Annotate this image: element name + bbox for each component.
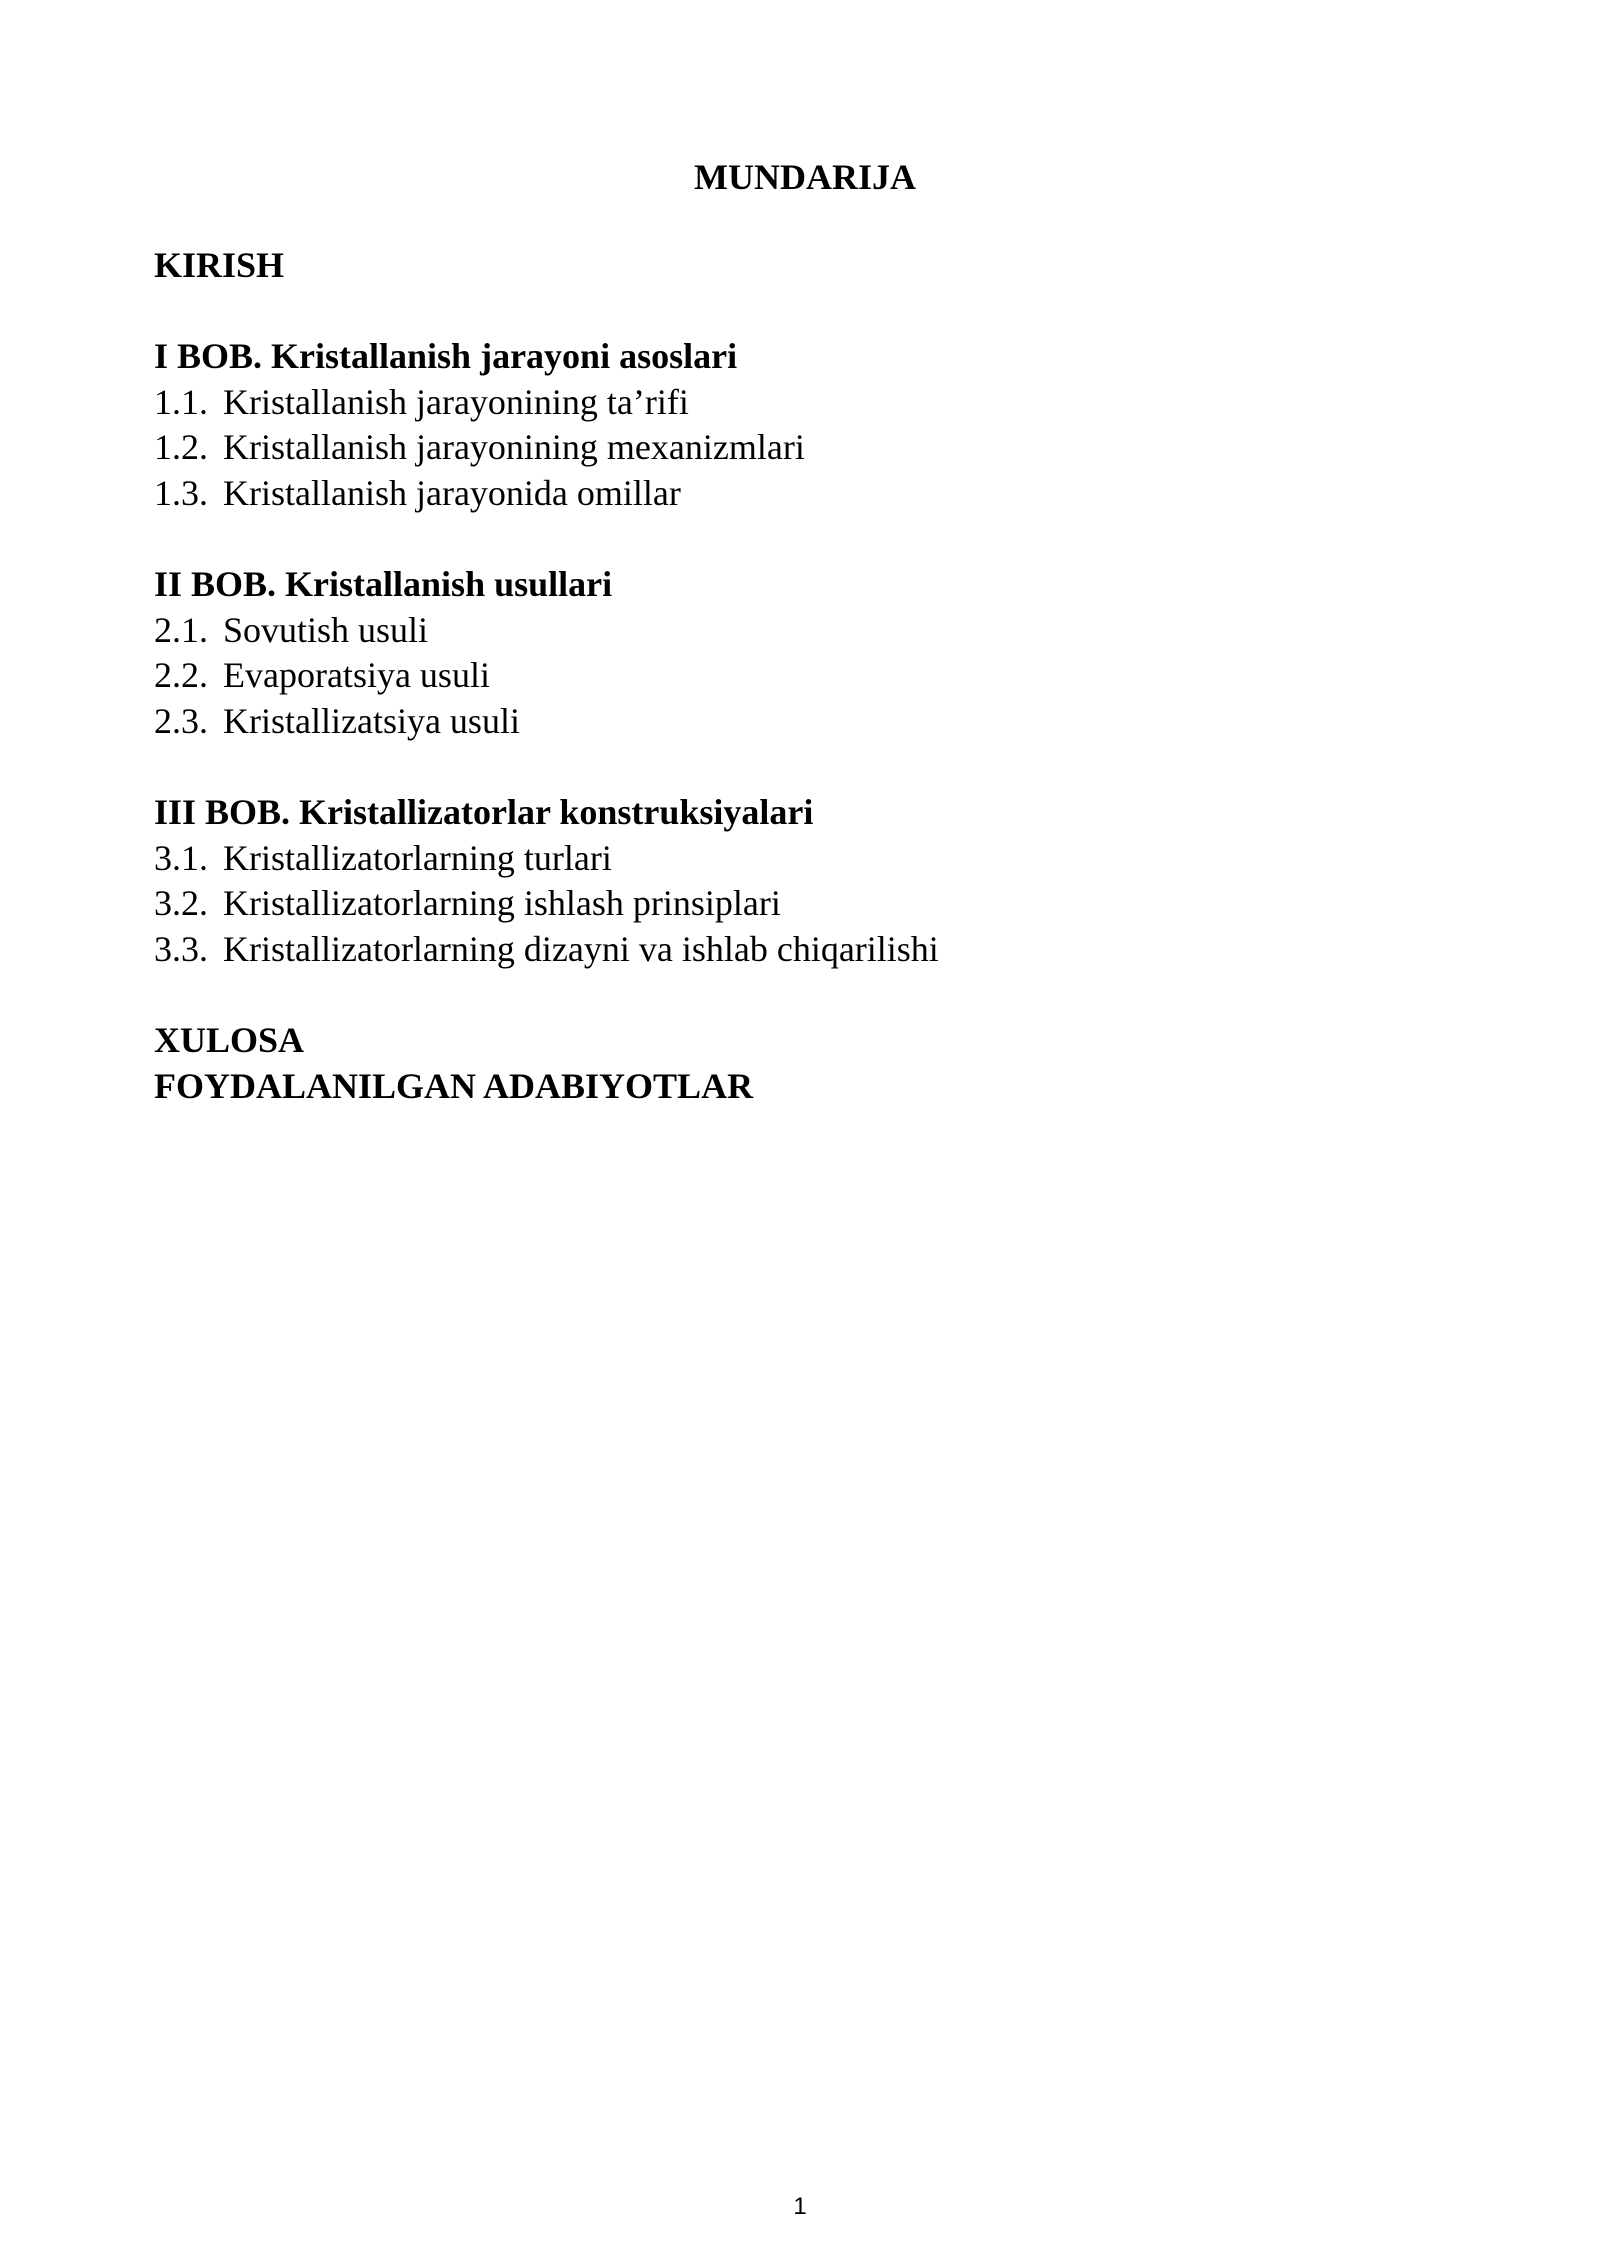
section-title: Kristallanish jarayonida omillar [223, 472, 681, 513]
page-number: 1 [793, 2193, 807, 2220]
table-of-contents [154, 243, 1454, 1109]
toc-chapter-1-heading: I BOB. Kristallanish jarayoni asoslari [154, 336, 738, 377]
section-number: 1.3. [154, 472, 208, 513]
section-title: Kristallanish jarayonining ta’rifi [223, 381, 689, 422]
toc-intro: KIRISH [154, 245, 285, 285]
toc-section-1-2 [154, 425, 1454, 471]
section-title: Kristallizatsiya usuli [223, 700, 520, 741]
section-title: Kristallizatorlarning dizayni va ishlab chiqarilishi [223, 928, 939, 969]
section-number: 1.2. [154, 427, 208, 468]
page-title-text: MUNDARIJA [694, 157, 916, 197]
toc-section-3-2 [154, 881, 1454, 927]
toc-spacer [154, 517, 1454, 563]
section-number: 3.1. [154, 837, 208, 878]
section-number: 3.2. [154, 883, 208, 924]
toc-section-2-3 [154, 699, 1454, 745]
toc-chapter-2-heading: II BOB. Kristallanish usullari [154, 564, 613, 605]
section-title: Kristallizatorlarning turlari [223, 837, 612, 878]
section-number: 2.3. [154, 700, 208, 741]
toc-spacer [154, 289, 1454, 335]
section-number: 1.1. [154, 381, 208, 422]
section-title: Kristallanish jarayonining mexanizmlari [223, 427, 805, 468]
toc-section-2-1 [154, 608, 1454, 654]
toc-conclusion: XULOSA [154, 1020, 305, 1061]
toc-section-1-1 [154, 380, 1454, 426]
toc-references: FOYDALANILGAN ADABIYOTLAR [154, 1065, 754, 1106]
section-title: Sovutish usuli [223, 609, 429, 650]
section-title: Kristallizatorlarning ishlash prinsiplari [223, 883, 781, 924]
toc-chapter-3-heading: III BOB. Kristallizatorlar konstruksiyalari [154, 792, 814, 833]
page-title [0, 154, 1600, 200]
section-number: 2.2. [154, 655, 208, 696]
section-number: 2.1. [154, 609, 208, 650]
toc-spacer [154, 973, 1454, 1019]
toc-section-1-3 [154, 471, 1454, 517]
toc-section-3-3 [154, 927, 1454, 973]
toc-spacer [154, 745, 1454, 791]
section-number: 3.3. [154, 928, 208, 969]
toc-section-2-2 [154, 653, 1454, 699]
toc-section-3-1 [154, 836, 1454, 882]
section-title: Evaporatsiya usuli [223, 655, 490, 696]
